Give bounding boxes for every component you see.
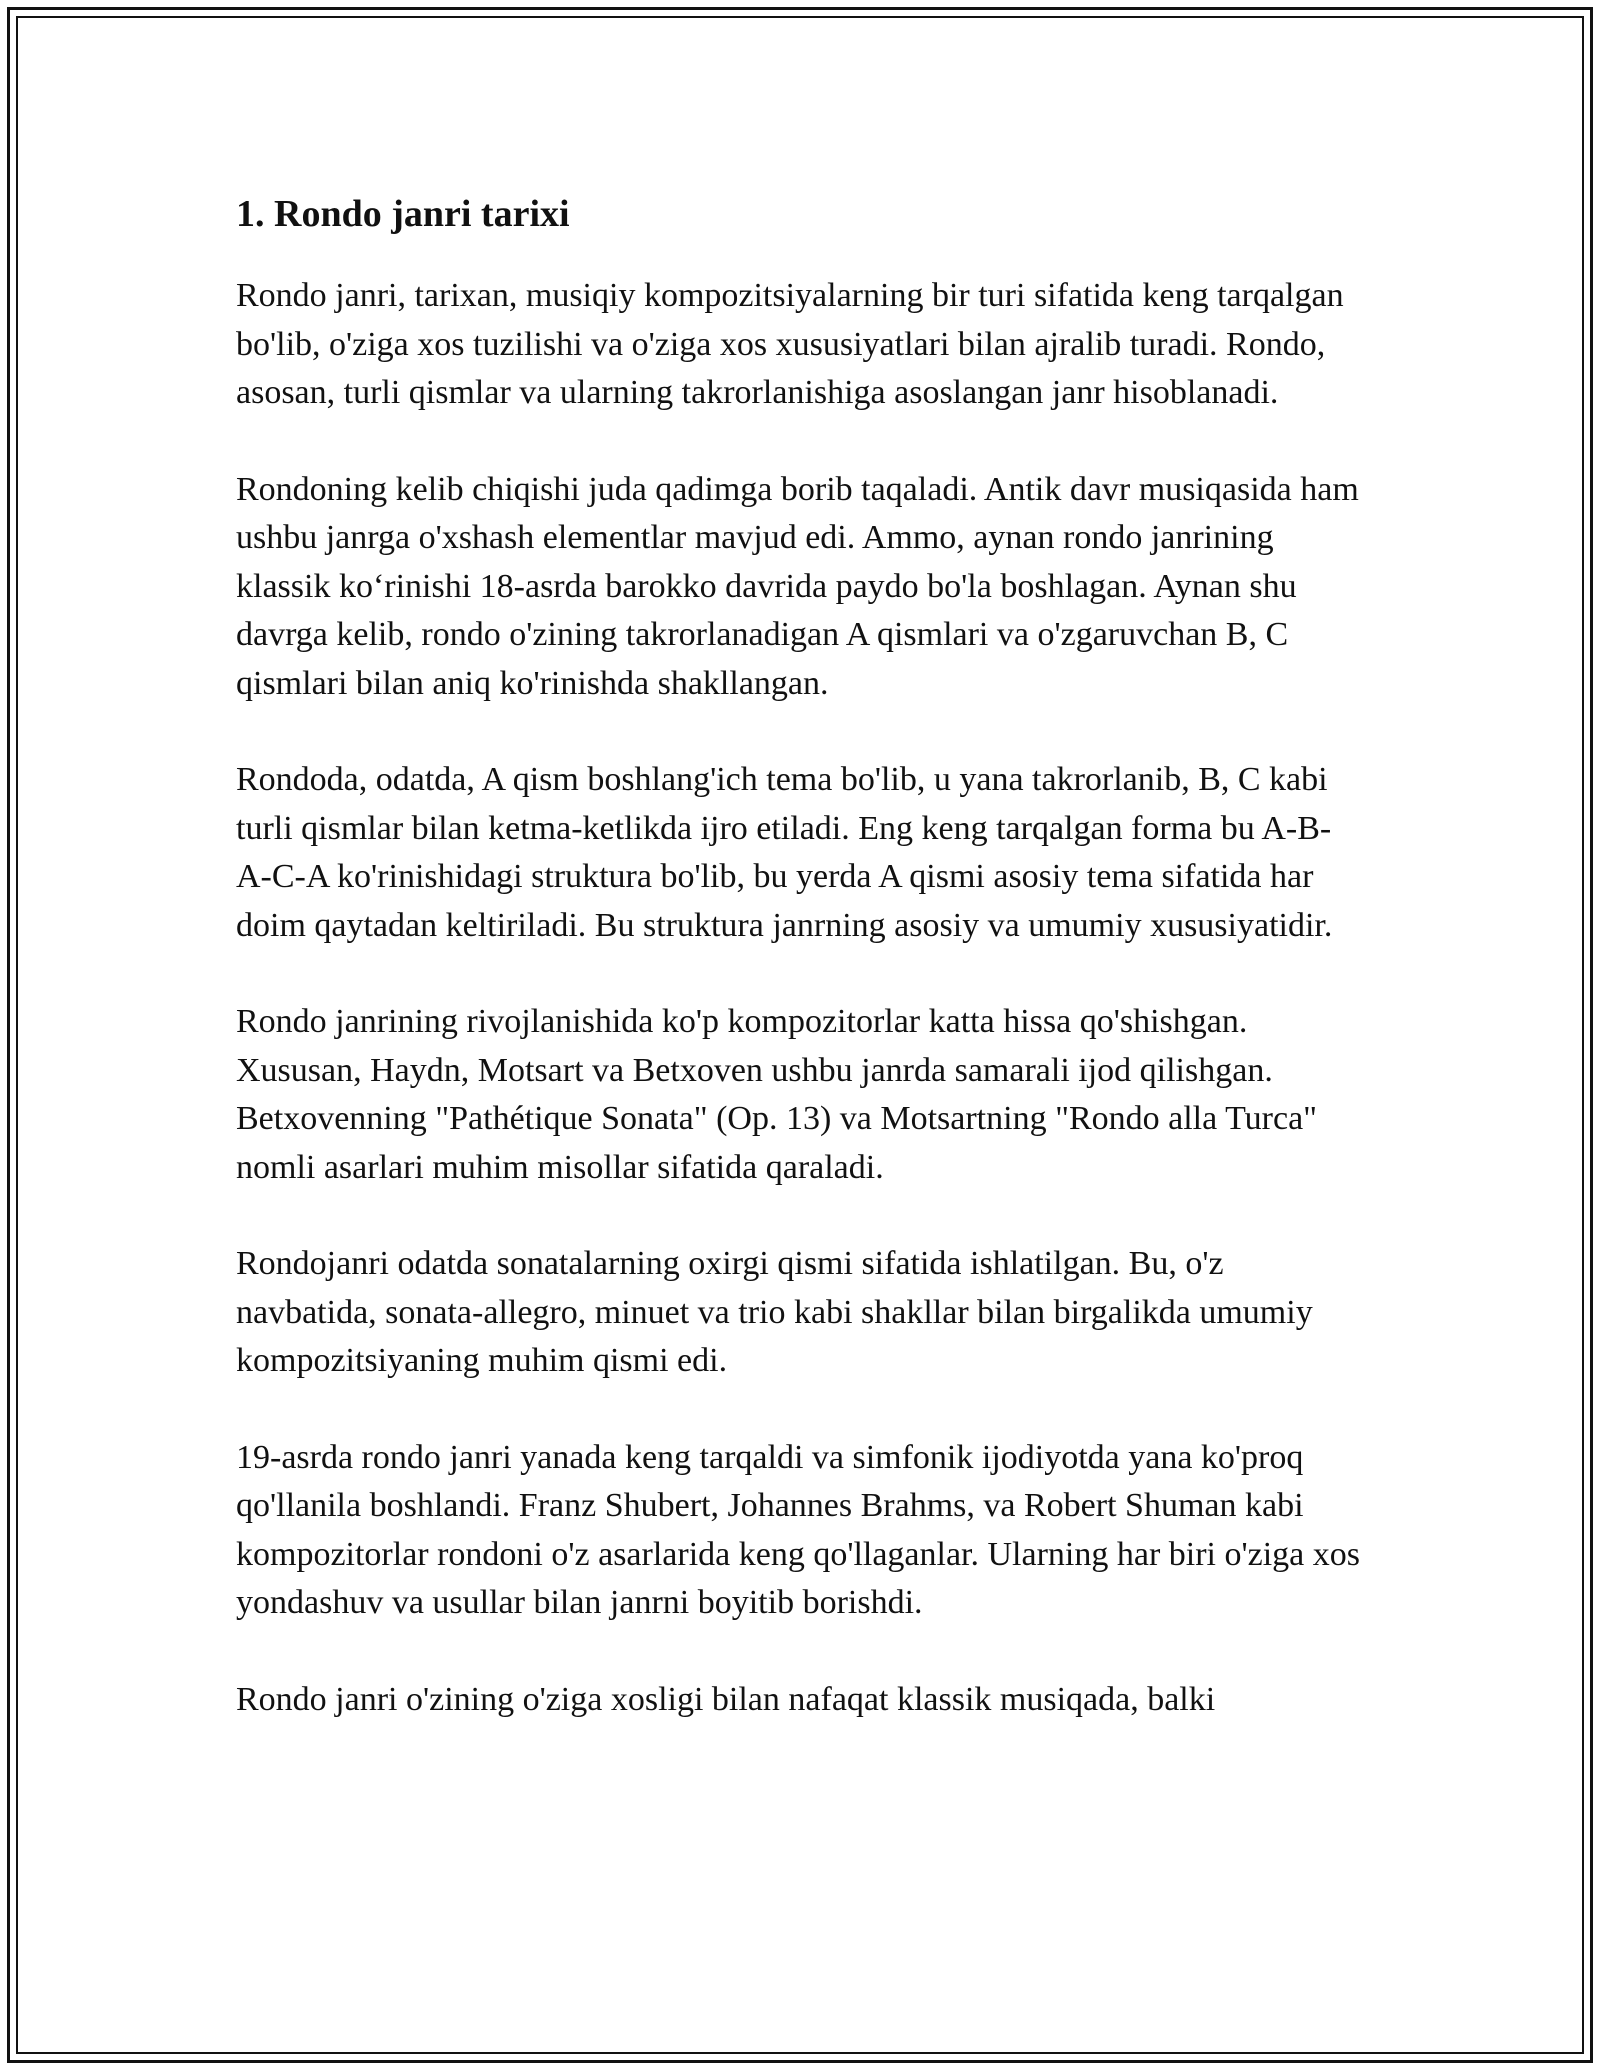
paragraph-4: Rondo janrining rivojlanishida ko'p kompozitorlar katta hissa qo'shishgan. Xususan, Haydn, Motsart va Betxoven ushbu janrda samarali ijod qilishgan. Betxovenning "Pathétique Sonata" (Op. 13) va Motsartning "Rondo alla Turca" nomli asarlari muhim misollar sifatida qaraladi.: [236, 1003, 1318, 1186]
paragraph-2: Rondoning kelib chiqishi juda qadimga borib taqaladi. Antik davr musiqasida ham ushbu janrga o'xshash elementlar mavjud edi. Ammo, aynan rondo janrining klassik koʻrinishi 18-asrda barokko davrida paydo bo'la boshlagan. Aynan shu davrga kelib, rondo o'zining takrorlanadigan A qismlari va o'zgaruvchan B, C qismlari bilan aniq ko'rinishda shakllangan.: [236, 470, 1359, 702]
paragraph-7: Rondo janri o'zining o'ziga xosligi bilan nafaqat klassik musiqada, balki: [236, 1680, 1216, 1718]
section-heading: 1. Rondo janri tarixi: [236, 193, 570, 235]
paragraph-1: Rondo janri, tarixan, musiqiy kompozitsiyalarning bir turi sifatida keng tarqalgan bo'lib, o'ziga xos tuzilishi va o'ziga xos xususiyatlari bilan ajralib turadi. Rondo, asosan, turli qismlar va ularning takrorlanishiga asoslangan janr hisoblanadi.: [236, 277, 1344, 411]
document-body: [236, 186, 1366, 1772]
paragraph-6: 19-asrda rondo janri yanada keng tarqaldi va simfonik ijodiyotda yana ko'proq qo'llanila boshlandi. Franz Shubert, Johannes Brahms, va Robert Shuman kabi kompozitorlar rondoni o'z asarlarida keng qo'llaganlar. Ularning har biri o'ziga xos yondashuv va usullar bilan janrni boyitib borishdi.: [236, 1438, 1360, 1621]
paragraph-5: Rondojanri odatda sonatalarning oxirgi qismi sifatida ishlatilgan. Bu, o'z navbatida, sonata-allegro, minuet va trio kabi shakllar bilan birgalikda umumiy kompozitsiyaning muhim qismi edi.: [236, 1245, 1313, 1379]
paragraph-3: Rondoda, odatda, A qism boshlang'ich tema bo'lib, u yana takrorlanib, B, C kabi turli qismlar bilan ketma-ketlikda ijro etiladi. Eng keng tarqalgan forma bu A-B-A-C-A ko'rinishidagi struktura bo'lib, bu yerda A qismi asosiy tema sifatida har doim qaytadan keltiriladi. Bu struktura janrning asosiy va umumiy xususiyatidir.: [236, 761, 1333, 944]
